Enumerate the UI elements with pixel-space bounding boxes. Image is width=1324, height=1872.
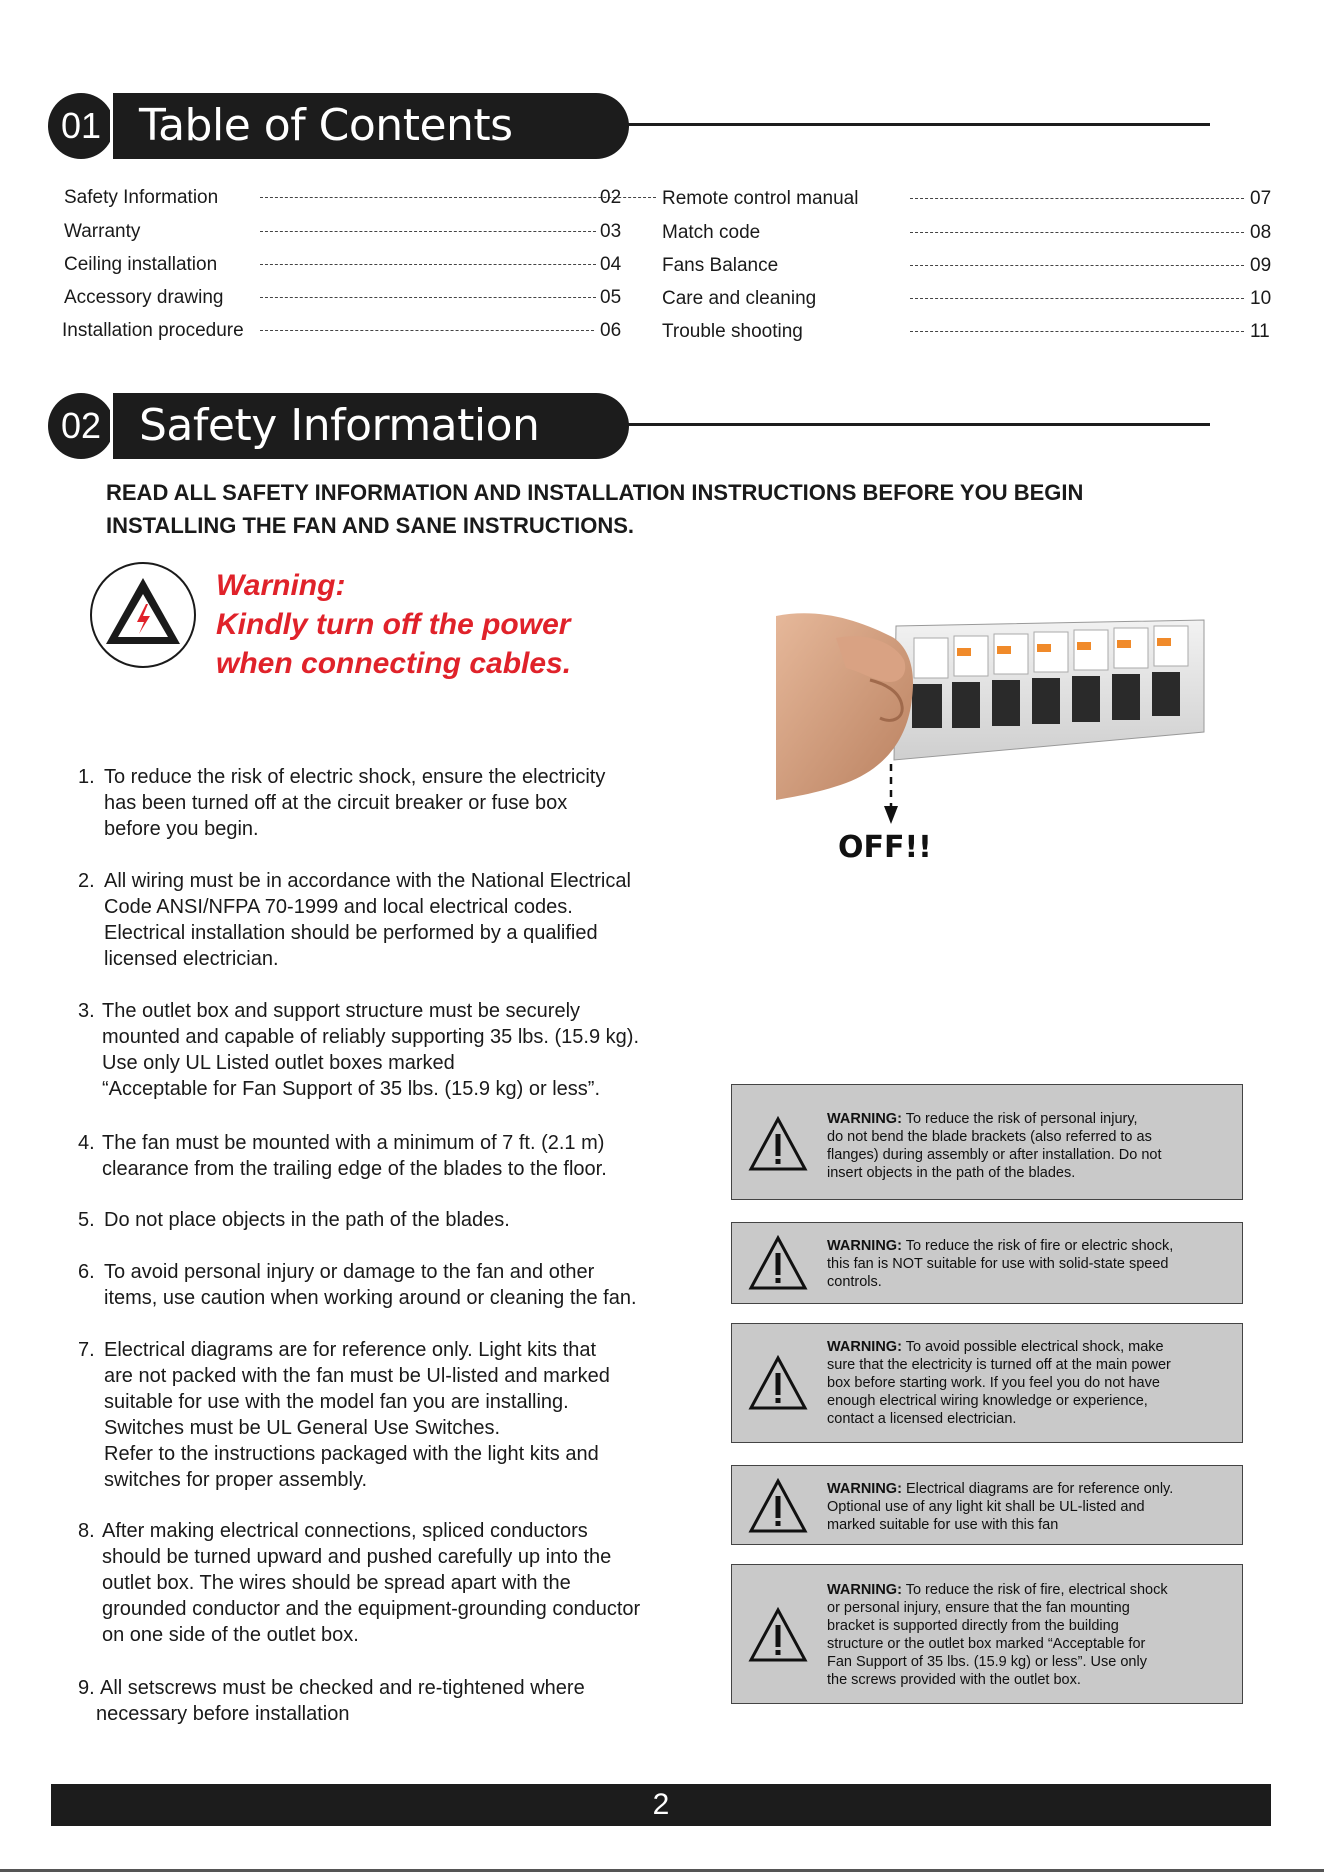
warning-line: marked suitable for use with this fan xyxy=(827,1517,1059,1533)
toc-entry-page: 10 xyxy=(1250,288,1272,309)
section-number: 01 xyxy=(48,93,114,159)
item-number: 7. xyxy=(78,1339,95,1361)
high-voltage-warning-icon xyxy=(90,562,196,668)
warning-line: insert objects in the path of the blades. xyxy=(827,1165,1076,1181)
warning-label: WARNING: xyxy=(827,1111,902,1127)
toc-leader xyxy=(910,198,1244,199)
warning-line: enough electrical wiring knowledge or experience, xyxy=(827,1393,1148,1409)
section-title: Safety Information xyxy=(139,400,540,451)
toc-leader xyxy=(910,331,1244,332)
warning-line: WARNING: To reduce the risk of fire or electric shock, xyxy=(827,1238,1174,1254)
toc-entry[interactable] xyxy=(662,318,1272,346)
warning-line: the screws provided with the outlet box. xyxy=(827,1672,1081,1688)
caution-icon xyxy=(748,1235,808,1291)
toc-entry-page: 08 xyxy=(1250,222,1272,243)
item-line: has been turned off at the circuit breaker or fuse box xyxy=(104,792,568,814)
toc-entry-label: Warranty xyxy=(64,221,141,242)
item-line: Switches must be UL General Use Switches. xyxy=(104,1417,501,1439)
item-line: outlet box. The wires should be spread apart with the xyxy=(102,1572,571,1594)
item-number: 1. xyxy=(78,766,95,788)
toc-entry-label: Safety Information xyxy=(64,187,219,208)
item-number: 2. xyxy=(78,870,95,892)
warning-label: WARNING: xyxy=(827,1582,902,1598)
toc-entry[interactable] xyxy=(662,252,1272,280)
power-off-warning xyxy=(216,566,571,683)
warning-box xyxy=(731,1323,1243,1443)
section-title: Table of Contents xyxy=(139,100,513,151)
circuit-breaker-photo xyxy=(776,598,1206,838)
warning-box xyxy=(731,1222,1243,1304)
toc-entry[interactable] xyxy=(662,185,1272,213)
toc-leader xyxy=(260,197,656,198)
item-line: Do not place objects in the path of the blades. xyxy=(104,1209,510,1231)
toc-entry-page: 06 xyxy=(600,320,622,341)
toc-entry-label: Accessory drawing xyxy=(64,287,224,308)
toc-leader xyxy=(260,297,596,298)
toc-leader xyxy=(910,298,1244,299)
warning-line: Optional use of any light kit shall be UL-listed and xyxy=(827,1499,1145,1515)
warning-line: box before starting work. If you feel you do not have xyxy=(827,1375,1160,1391)
item-line: The fan must be mounted with a minimum of 7 ft. (2.1 m) xyxy=(102,1132,605,1154)
warning-line: controls. xyxy=(827,1274,882,1290)
warning-line: or personal injury, ensure that the fan mounting xyxy=(827,1600,1130,1616)
safety-intro xyxy=(106,476,1226,542)
caution-icon xyxy=(748,1478,808,1534)
safety-intro-line: INSTALLING THE FAN AND SANE INSTRUCTIONS. xyxy=(106,513,634,538)
warning-line: WARNING: To avoid possible electrical shock, make xyxy=(827,1339,1164,1355)
safety-item xyxy=(78,764,718,842)
warning-label: WARNING: xyxy=(827,1339,902,1355)
item-line: switches for proper assembly. xyxy=(104,1469,368,1491)
item-line: necessary before installation xyxy=(96,1703,350,1725)
warning-line: sure that the electricity is turned off at the main power xyxy=(827,1357,1171,1373)
item-line: on one side of the outlet box. xyxy=(102,1624,359,1646)
item-number: 3. xyxy=(78,1000,95,1022)
section-title-banner xyxy=(110,93,629,159)
item-number: 9. xyxy=(78,1677,95,1699)
toc-entry-label: Care and cleaning xyxy=(662,288,817,309)
toc-entry[interactable] xyxy=(662,285,1272,313)
warning-line: WARNING: Electrical diagrams are for reference only. xyxy=(827,1481,1174,1497)
item-number: 5. xyxy=(78,1209,95,1231)
safety-item xyxy=(78,1518,738,1648)
toc-entry-page: 09 xyxy=(1250,255,1272,276)
toc-leader xyxy=(910,265,1244,266)
item-line: suitable for use with the model fan you are installing. xyxy=(104,1391,569,1413)
safety-item xyxy=(78,998,718,1102)
off-label: OFF!! xyxy=(838,830,932,865)
item-line: clearance from the trailing edge of the blades to the floor. xyxy=(102,1158,607,1180)
item-line: To avoid personal injury or damage to the fan and other xyxy=(104,1261,595,1283)
toc-entry-label: Trouble shooting xyxy=(662,321,803,342)
toc-leader xyxy=(260,264,596,265)
warning-line: WARNING: To reduce the risk of fire, electrical shock xyxy=(827,1582,1168,1598)
item-line: Use only UL Listed outlet boxes marked xyxy=(102,1052,455,1074)
safety-item xyxy=(78,1130,718,1182)
item-line: before you begin. xyxy=(104,818,259,840)
item-number: 6. xyxy=(78,1261,95,1283)
warning-line: Warning: xyxy=(216,569,346,602)
item-line: All wiring must be in accordance with the National Electrical xyxy=(104,870,631,892)
caution-icon xyxy=(748,1607,808,1663)
safety-item xyxy=(78,1259,718,1311)
warning-box xyxy=(731,1084,1243,1200)
item-line: licensed electrician. xyxy=(104,948,279,970)
toc-entry-label: Ceiling installation xyxy=(64,254,218,275)
toc-entry-label: Fans Balance xyxy=(662,255,779,276)
section-rule xyxy=(626,423,1210,426)
item-line: After making electrical connections, spliced conductors xyxy=(102,1520,588,1542)
item-line: mounted and capable of reliably supporting 35 lbs. (15.9 kg). xyxy=(102,1026,640,1048)
toc-entry-page: 04 xyxy=(600,254,622,275)
item-line: Electrical installation should be performed by a qualified xyxy=(104,922,598,944)
item-line: are not packed with the fan must be Ul-listed and marked xyxy=(104,1365,610,1387)
warning-line: contact a licensed electrician. xyxy=(827,1411,1017,1427)
toc-entry[interactable] xyxy=(64,184,624,212)
item-line: All setscrews must be checked and re-tightened where xyxy=(100,1677,585,1699)
item-line: The outlet box and support structure must be securely xyxy=(102,1000,581,1022)
warning-label: WARNING: xyxy=(827,1481,902,1497)
warning-line: flanges) during assembly or after installation. Do not xyxy=(827,1147,1162,1163)
caution-icon xyxy=(748,1355,808,1411)
item-line: Refer to the instructions packaged with the light kits and xyxy=(104,1443,599,1465)
item-line: To reduce the risk of electric shock, ensure the electricity xyxy=(104,766,606,788)
safety-item xyxy=(78,1337,718,1493)
safety-intro-line: READ ALL SAFETY INFORMATION AND INSTALLATION INSTRUCTIONS BEFORE YOU BEGIN xyxy=(106,480,1084,505)
toc-entry-page: 02 xyxy=(600,187,622,208)
toc-section-header xyxy=(48,93,1210,159)
safety-item xyxy=(78,1207,718,1233)
item-line: Code ANSI/NFPA 70-1999 and local electrical codes. xyxy=(104,896,573,918)
page-number: 2 xyxy=(652,1788,670,1821)
toc-leader xyxy=(260,231,596,232)
warning-line: Fan Support of 35 lbs. (15.9 kg) or less”. Use only xyxy=(827,1654,1147,1670)
toc-entry[interactable] xyxy=(62,317,624,345)
section-number: 02 xyxy=(48,393,114,459)
warning-box xyxy=(731,1564,1243,1704)
item-number: 4. xyxy=(78,1132,95,1154)
warning-line: WARNING: To reduce the risk of personal injury, xyxy=(827,1111,1138,1127)
item-line: Electrical diagrams are for reference only. Light kits that xyxy=(104,1339,597,1361)
toc-entry-label: Installation procedure xyxy=(62,320,244,341)
item-line: items, use caution when working around or cleaning the fan. xyxy=(104,1287,637,1309)
toc-entry-page: 07 xyxy=(1250,188,1272,209)
warning-line: bracket is supported directly from the building xyxy=(827,1618,1119,1634)
toc-entry-page: 11 xyxy=(1250,321,1270,342)
warning-line: do not bend the blade brackets (also referred to as xyxy=(827,1129,1152,1145)
section-title-banner xyxy=(110,393,629,459)
warning-label: WARNING: xyxy=(827,1238,902,1254)
warning-line: this fan is NOT suitable for use with solid-state speed xyxy=(827,1256,1169,1272)
toc-entry[interactable] xyxy=(64,218,624,246)
toc-entry-label: Match code xyxy=(662,222,761,243)
item-line: “Acceptable for Fan Support of 35 lbs. (15.9 kg) or less”. xyxy=(102,1078,601,1100)
warning-line: when connecting cables. xyxy=(216,647,572,680)
toc-entry-label: Remote control manual xyxy=(662,188,859,209)
page-footer xyxy=(51,1784,1271,1826)
toc-leader xyxy=(910,232,1244,233)
safety-item xyxy=(78,1675,718,1727)
warning-line: structure or the outlet box marked “Acceptable for xyxy=(827,1636,1146,1652)
toc-entry[interactable] xyxy=(64,284,624,312)
toc-leader xyxy=(260,330,594,331)
safety-section-header xyxy=(48,393,1210,459)
toc-entry-page: 03 xyxy=(600,221,622,242)
safety-item xyxy=(78,868,718,972)
item-line: grounded conductor and the equipment-grounding conductor xyxy=(102,1598,641,1620)
toc-entry[interactable] xyxy=(64,251,624,279)
toc-entry[interactable] xyxy=(662,219,1272,247)
toc-entry-page: 05 xyxy=(600,287,622,308)
section-rule xyxy=(626,123,1210,126)
caution-icon xyxy=(748,1116,808,1172)
warning-line: Kindly turn off the power xyxy=(216,608,571,641)
item-line: should be turned upward and pushed carefully up into the xyxy=(102,1546,612,1568)
item-number: 8. xyxy=(78,1520,95,1542)
warning-box xyxy=(731,1465,1243,1545)
